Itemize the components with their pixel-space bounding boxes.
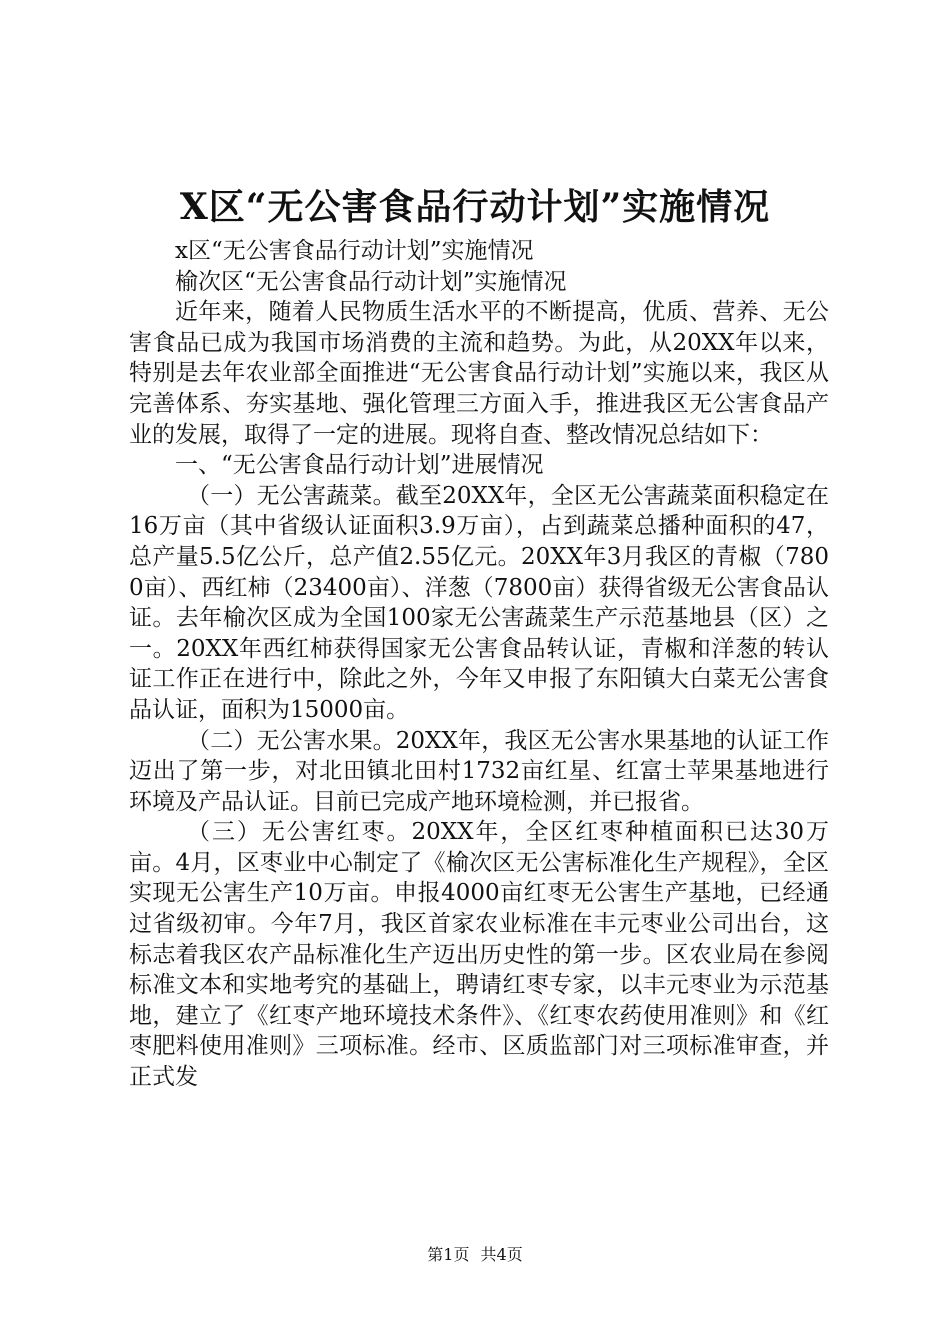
section-heading: 一、“无公害食品行动计划”进展情况: [175, 452, 544, 479]
vegetable-paragraph: （一）无公害蔬菜。截至20XX年，全区无公害蔬菜面积稳定在16万亩（其中省级认证面积3.9万亩），占到蔬菜总播种面积的47，总产量5.5亿公斤，总产值2.55亿元。20XX年3月我区的青椒（7800亩）、西红柿（23400亩）、洋葱（7800亩）获得省级无公害食品认证。去年榆次区成为全国100家无公害蔬菜生产示范基地县（区）之一。20XX年西红柿获得国家无公害食品转认证，青椒和洋葱的转认证工作正在进行中，除此之外，今年又申报了东阳镇大白菜无公害食品认证，面积为15000亩。: [129, 482, 829, 723]
document-title: X区“无公害食品行动计划”实施情况: [179, 186, 771, 228]
fruit-paragraph: （二）无公害水果。20XX年，我区无公害水果基地的认证工作迈出了第一步，对北田镇北田村1732亩红星、红富士苹果基地进行环境及产品认证。目前已完成产地环境检测，并已报省。: [129, 727, 829, 815]
subtitle-line: 榆次区“无公害食品行动计划”实施情况: [175, 268, 567, 295]
subtitle-line: x区“无公害食品行动计划”实施情况: [175, 238, 534, 264]
jujube-paragraph: （三）无公害红枣。20XX年，全区红枣种植面积已达30万亩。4月，区枣业中心制定了《榆次区无公害标准化生产规程》，全区实现无公害生产10万亩。申报4000亩红枣无公害生产基地，已经通过省级初审。今年7月，我区首家农业标准在丰元枣业公司出台，这标志着我区农产品标准化生产迈出历史性的第一步。区农业局在参阅标准文本和实地考究的基础上，聘请红枣专家，以丰元枣业为示范基地，建立了《红枣产地环境技术条件》、《红枣农药使用准则》和《红枣肥料使用准则》三项标准。经市、区质监部门对三项标准审查，并正式发: [129, 819, 829, 1091]
page-total: 共4页: [480, 1245, 523, 1264]
page-number: 第1页: [427, 1245, 470, 1264]
page-footer: [0, 1244, 950, 1266]
intro-paragraph: 近年来，随着人民物质生活水平的不断提高，优质、营养、无公害食品已成为我国市场消费的主流和趋势。为此，从20XX年以来，特别是去年农业部全面推进“无公害食品行动计划”实施以来，我区从完善体系、夯实基地、强化管理三方面入手，推进我区无公害食品产业的发展，取得了一定的进展。现将自查、整改情况总结如下：: [129, 299, 829, 448]
document-body: [129, 236, 829, 1093]
